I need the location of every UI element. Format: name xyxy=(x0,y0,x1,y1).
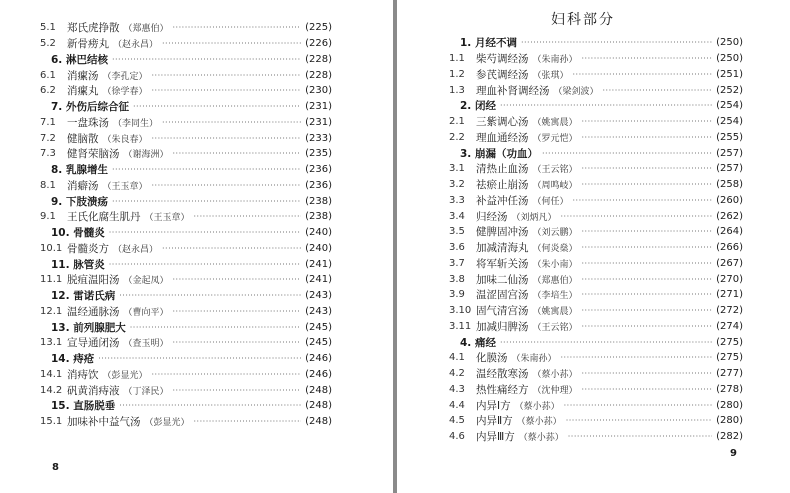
entry-page: (254) xyxy=(716,116,743,128)
entry-author: （朱小南） xyxy=(532,259,578,270)
entry-page: (262) xyxy=(716,210,743,222)
entry-number: 3.11 xyxy=(449,320,472,332)
toc-entry xyxy=(449,82,743,98)
entry-number: 3.4 xyxy=(449,210,465,222)
dot-leader xyxy=(162,39,301,48)
entry-author: （姚寓晨） xyxy=(532,307,578,318)
toc-entry xyxy=(449,413,743,429)
entry-page: (243) xyxy=(305,305,332,317)
toc-entry xyxy=(40,414,332,430)
dot-leader xyxy=(173,275,302,284)
entry-author: （王云铭） xyxy=(532,165,578,176)
toc-entry xyxy=(40,146,332,162)
dot-leader xyxy=(564,401,712,410)
entry-page: (280) xyxy=(716,415,743,427)
entry-page: (278) xyxy=(716,383,743,395)
dot-leader xyxy=(582,227,713,236)
entry-page: (255) xyxy=(716,131,743,143)
entry-page: (238) xyxy=(305,195,332,207)
toc-entry xyxy=(449,67,743,83)
toc-entry xyxy=(40,178,332,194)
entry-title: 内异Ⅱ方 xyxy=(476,415,513,428)
entry-page: (252) xyxy=(716,84,743,96)
entry-number: 3.9 xyxy=(449,289,465,301)
entry-number: 3.7 xyxy=(449,257,465,269)
entry-author: （丁泽民） xyxy=(123,386,169,397)
entry-number: 5.2 xyxy=(40,38,56,50)
entry-title: 健脑散 xyxy=(67,132,99,145)
entry-author: （徐学春） xyxy=(102,87,148,98)
toc-entry xyxy=(449,303,743,319)
toc-entry xyxy=(40,67,332,83)
dot-leader xyxy=(152,71,302,80)
entry-author: （刘云鹏） xyxy=(532,228,578,239)
entry-number: 4.4 xyxy=(449,399,465,411)
toc-section-heading xyxy=(40,99,332,115)
entry-page: (238) xyxy=(305,211,332,223)
entry-title: 加减清海丸 xyxy=(476,242,529,255)
dot-leader xyxy=(603,86,713,95)
entry-page: (254) xyxy=(716,100,743,112)
entry-title: 加减归脾汤 xyxy=(476,320,529,333)
toc-entry xyxy=(449,130,743,146)
entry-author: （査玉明） xyxy=(123,339,169,350)
dot-leader xyxy=(573,70,713,79)
right-page xyxy=(397,0,790,493)
dot-leader xyxy=(500,338,712,347)
entry-number: 3.1 xyxy=(449,163,465,175)
toc-entry xyxy=(40,241,332,257)
toc-entry xyxy=(40,382,332,398)
entry-title: 理血通经汤 xyxy=(476,131,529,144)
toc-section-heading xyxy=(449,334,743,350)
entry-title: 加味补中益气汤 xyxy=(67,416,141,429)
entry-number: 14.2 xyxy=(40,384,63,396)
toc-section-heading xyxy=(449,35,743,51)
toc-entry xyxy=(449,382,743,398)
entry-author: （王玉章） xyxy=(144,213,190,224)
entry-author: （何任） xyxy=(532,196,569,207)
entry-page: (257) xyxy=(716,163,743,175)
entry-number: 13.1 xyxy=(40,337,63,349)
entry-page: (267) xyxy=(716,257,743,269)
toc-entry xyxy=(40,36,332,52)
toc-entry xyxy=(449,161,743,177)
toc-list xyxy=(449,35,743,445)
dot-leader xyxy=(582,322,713,331)
entry-title: 消癖汤 xyxy=(67,179,99,192)
entry-title: 宣导通闭汤 xyxy=(67,337,120,350)
entry-page: (240) xyxy=(305,227,332,239)
toc-entry xyxy=(40,367,332,383)
entry-title: 10. 骨髓炎 xyxy=(51,227,105,240)
entry-author: （李同生） xyxy=(113,118,159,129)
entry-page: (245) xyxy=(305,337,332,349)
entry-page: (275) xyxy=(716,336,743,348)
toc-section-heading xyxy=(40,193,332,209)
entry-number: 7.2 xyxy=(40,132,56,144)
entry-page: (264) xyxy=(716,226,743,238)
entry-page: (275) xyxy=(716,352,743,364)
entry-page: (280) xyxy=(716,399,743,411)
entry-page: (270) xyxy=(716,273,743,285)
entry-page: (235) xyxy=(305,148,332,160)
entry-author: （蔡小荪） xyxy=(516,417,562,428)
entry-title: 补益冲任汤 xyxy=(476,194,529,207)
dot-leader xyxy=(119,291,301,300)
entry-page: (257) xyxy=(716,147,743,159)
entry-page: (248) xyxy=(305,400,332,412)
entry-page: (225) xyxy=(305,22,332,34)
entry-author: （蔡小荪） xyxy=(514,401,560,412)
entry-title: 参芪调经汤 xyxy=(476,68,529,81)
dot-leader xyxy=(582,133,713,142)
entry-number: 1.3 xyxy=(449,84,465,96)
entry-number: 10.1 xyxy=(40,242,63,254)
toc-entry xyxy=(449,350,743,366)
dot-leader xyxy=(568,432,712,441)
entry-title: 9. 下肢溃疡 xyxy=(51,195,108,208)
entry-author: （何炎燊） xyxy=(532,244,578,255)
entry-title: 温经通脉汤 xyxy=(67,305,120,318)
dot-leader xyxy=(582,259,713,268)
entry-title: 健肾荣脑汤 xyxy=(67,148,120,161)
entry-author: （郑惠伯） xyxy=(532,275,578,286)
toc-section-heading xyxy=(40,351,332,367)
entry-author: （刘炳凡） xyxy=(511,212,557,223)
entry-number: 3.8 xyxy=(449,273,465,285)
entry-page: (250) xyxy=(716,53,743,65)
entry-title: 脱疽温阳汤 xyxy=(67,274,120,287)
toc-entry xyxy=(449,177,743,193)
toc-entry xyxy=(40,304,332,320)
dot-leader xyxy=(582,117,713,126)
toc-entry xyxy=(449,397,743,413)
entry-title: 14. 痔疮 xyxy=(51,353,95,366)
page-number: 8 xyxy=(52,462,59,473)
dot-leader xyxy=(112,55,301,64)
entry-page: (228) xyxy=(305,69,332,81)
dot-leader xyxy=(573,196,713,205)
toc-entry xyxy=(449,366,743,382)
dot-leader xyxy=(112,197,301,206)
dot-leader xyxy=(119,401,301,410)
entry-page: (260) xyxy=(716,194,743,206)
entry-title: 12. 雷诺氏病 xyxy=(51,290,116,303)
entry-number: 2.1 xyxy=(449,116,465,128)
toc-section-heading xyxy=(40,225,332,241)
entry-page: (230) xyxy=(305,85,332,97)
toc-entry xyxy=(40,335,332,351)
entry-page: (277) xyxy=(716,368,743,380)
toc-entry xyxy=(40,130,332,146)
entry-title: 温涩固宫汤 xyxy=(476,289,529,302)
entry-title: 柴芍调经汤 xyxy=(476,53,529,66)
entry-author: （曹向平） xyxy=(123,307,169,318)
entry-author: （赵永昌） xyxy=(113,40,159,51)
entry-title: 固气清宫汤 xyxy=(476,305,529,318)
entry-author: （赵永昌） xyxy=(113,244,159,255)
entry-number: 9.1 xyxy=(40,211,56,223)
entry-page: (251) xyxy=(716,68,743,80)
entry-number: 15.1 xyxy=(40,416,63,428)
entry-number: 6.2 xyxy=(40,85,56,97)
entry-author: （彭显光） xyxy=(144,418,190,429)
dot-leader xyxy=(500,101,712,110)
entry-number: 3.5 xyxy=(449,226,465,238)
entry-title: 清热止血汤 xyxy=(476,163,529,176)
entry-title: 加味二仙汤 xyxy=(476,273,529,286)
toc-section-heading xyxy=(40,288,332,304)
entry-number: 7.3 xyxy=(40,148,56,160)
dot-leader xyxy=(194,212,302,221)
dot-leader xyxy=(173,307,302,316)
entry-page: (266) xyxy=(716,242,743,254)
entry-title: 15. 直肠脱垂 xyxy=(51,400,116,413)
entry-number: 4.1 xyxy=(449,352,465,364)
dot-leader xyxy=(582,290,713,299)
entry-title: 一盘珠汤 xyxy=(67,116,109,129)
dot-leader xyxy=(173,338,302,347)
entry-page: (272) xyxy=(716,305,743,317)
entry-page: (236) xyxy=(305,179,332,191)
entry-page: (274) xyxy=(716,320,743,332)
entry-page: (226) xyxy=(305,38,332,50)
entry-number: 12.1 xyxy=(40,305,63,317)
dot-leader xyxy=(130,323,301,332)
toc-entry xyxy=(40,209,332,225)
toc-section-heading xyxy=(40,319,332,335)
entry-title: 归经汤 xyxy=(476,210,508,223)
entry-title: 内异Ⅰ方 xyxy=(476,399,511,412)
entry-page: (246) xyxy=(305,368,332,380)
dot-leader xyxy=(194,417,302,426)
toc-entry xyxy=(40,115,332,131)
entry-title: 三紫调心汤 xyxy=(476,116,529,129)
toc-entry xyxy=(449,193,743,209)
entry-title: 郑氏虎挣散 xyxy=(67,22,120,35)
entry-author: （李培生） xyxy=(532,291,578,302)
entry-author: （彭显光） xyxy=(102,370,148,381)
entry-author: （谢海洲） xyxy=(123,150,169,161)
toc-entry xyxy=(449,224,743,240)
dot-leader xyxy=(542,149,712,158)
entry-author: （金起凤） xyxy=(123,276,169,287)
toc-entry xyxy=(449,114,743,130)
entry-title: 8. 乳腺增生 xyxy=(51,164,108,177)
dot-leader xyxy=(582,164,713,173)
entry-title: 王氏化腐生肌丹 xyxy=(67,211,141,224)
entry-author: （梁剑波） xyxy=(553,86,599,97)
dot-leader xyxy=(582,180,713,189)
dot-leader xyxy=(582,243,713,252)
entry-author: （沈仲理） xyxy=(532,385,578,396)
entry-title: 消瘰丸 xyxy=(67,85,99,98)
entry-title: 热性痛经方 xyxy=(476,383,529,396)
entry-title: 13. 前列腺肥大 xyxy=(51,321,126,334)
dot-leader xyxy=(152,134,302,143)
left-page xyxy=(0,0,393,493)
entry-page: (231) xyxy=(305,116,332,128)
toc-section-heading xyxy=(449,98,743,114)
entry-title: 温经散寒汤 xyxy=(476,368,529,381)
toc-entry xyxy=(40,20,332,36)
entry-author: （姚寓晨） xyxy=(532,118,578,129)
entry-number: 4.6 xyxy=(449,431,465,443)
entry-title: 骨髓炎方 xyxy=(67,242,109,255)
entry-number: 4.2 xyxy=(449,368,465,380)
toc-section-heading xyxy=(40,162,332,178)
entry-author: （王玉章） xyxy=(102,181,148,192)
entry-title: 4. 痛经 xyxy=(460,336,496,349)
section-title: 妇科部分 xyxy=(551,12,615,28)
entry-number: 2.2 xyxy=(449,131,465,143)
dot-leader xyxy=(98,354,301,363)
entry-page: (271) xyxy=(716,289,743,301)
entry-number: 5.1 xyxy=(40,22,56,34)
entry-title: 将军斩关汤 xyxy=(476,257,529,270)
entry-number: 1.2 xyxy=(449,68,465,80)
entry-number: 4.5 xyxy=(449,415,465,427)
entry-title: 消瘰汤 xyxy=(67,69,99,82)
entry-title: 新骨痨丸 xyxy=(67,38,109,51)
entry-author: （蔡小荪） xyxy=(532,370,578,381)
entry-author: （蔡小荪） xyxy=(518,433,564,444)
entry-page: (233) xyxy=(305,132,332,144)
dot-leader xyxy=(566,416,712,425)
entry-title: 健脾固冲汤 xyxy=(476,226,529,239)
entry-number: 3.2 xyxy=(449,179,465,191)
entry-author: （朱良春） xyxy=(102,134,148,145)
entry-author: （李孔定） xyxy=(102,71,148,82)
dot-leader xyxy=(162,118,301,127)
entry-author: （张琪） xyxy=(532,70,569,81)
entry-author: （郑惠伯） xyxy=(123,24,169,35)
toc-entry xyxy=(449,240,743,256)
dot-leader xyxy=(521,38,712,47)
dot-leader xyxy=(173,149,302,158)
entry-page: (258) xyxy=(716,179,743,191)
entry-title: 7. 外伤后综合征 xyxy=(51,101,129,114)
entry-title: 11. 脉管炎 xyxy=(51,258,105,271)
entry-number: 14.1 xyxy=(40,368,63,380)
dot-leader xyxy=(109,260,301,269)
entry-title: 内异Ⅲ方 xyxy=(476,431,515,444)
dot-leader xyxy=(152,181,302,190)
entry-page: (240) xyxy=(305,242,332,254)
entry-author: （朱南孙） xyxy=(511,354,557,365)
dot-leader xyxy=(133,102,301,111)
toc-entry xyxy=(449,51,743,67)
entry-title: 1. 月经不调 xyxy=(460,37,517,50)
entry-number: 7.1 xyxy=(40,116,56,128)
entry-page: (246) xyxy=(305,353,332,365)
entry-page: (245) xyxy=(305,321,332,333)
toc-section-heading xyxy=(40,256,332,272)
entry-title: 理血补肾调经汤 xyxy=(476,84,550,97)
entry-page: (241) xyxy=(305,258,332,270)
entry-number: 11.1 xyxy=(40,274,63,286)
dot-leader xyxy=(152,370,302,379)
entry-title: 2. 闭经 xyxy=(460,100,496,113)
entry-number: 3.6 xyxy=(449,242,465,254)
entry-title: 6. 淋巴结核 xyxy=(51,53,108,66)
entry-number: 3.10 xyxy=(449,305,472,317)
dot-leader xyxy=(173,386,302,395)
entry-author: （王云铭） xyxy=(532,322,578,333)
entry-page: (243) xyxy=(305,290,332,302)
toc-entry xyxy=(40,272,332,288)
entry-title: 化膜汤 xyxy=(476,352,508,365)
toc-entry xyxy=(449,429,743,445)
entry-page: (282) xyxy=(716,431,743,443)
entry-author: （周鸣岐） xyxy=(532,181,578,192)
dot-leader xyxy=(582,54,713,63)
entry-number: 6.1 xyxy=(40,69,56,81)
entry-number: 3.3 xyxy=(449,194,465,206)
toc-section-heading xyxy=(449,145,743,161)
entry-number: 1.1 xyxy=(449,53,465,65)
toc-entry xyxy=(449,256,743,272)
dot-leader xyxy=(582,306,713,315)
dot-leader xyxy=(112,165,301,174)
entry-page: (236) xyxy=(305,164,332,176)
toc-entry xyxy=(449,208,743,224)
toc-section-heading xyxy=(40,52,332,68)
dot-leader xyxy=(561,212,713,221)
dot-leader xyxy=(173,23,302,32)
entry-title: 3. 崩漏（功血） xyxy=(460,147,538,160)
dot-leader xyxy=(582,275,713,284)
toc-entry xyxy=(449,271,743,287)
toc-list xyxy=(40,20,332,430)
entry-title: 消痔饮 xyxy=(67,368,99,381)
entry-page: (248) xyxy=(305,384,332,396)
entry-page: (231) xyxy=(305,101,332,113)
entry-page: (248) xyxy=(305,416,332,428)
dot-leader xyxy=(561,353,713,362)
toc-entry xyxy=(449,287,743,303)
entry-title: 矾黄消痔液 xyxy=(67,384,120,397)
entry-title: 祛瘀止崩汤 xyxy=(476,179,529,192)
dot-leader xyxy=(162,244,301,253)
entry-author: （朱南孙） xyxy=(532,55,578,66)
entry-number: 4.3 xyxy=(449,383,465,395)
dot-leader xyxy=(582,369,713,378)
dot-leader xyxy=(109,228,301,237)
entry-number: 8.1 xyxy=(40,179,56,191)
toc-entry xyxy=(40,83,332,99)
toc-entry xyxy=(449,319,743,335)
entry-page: (228) xyxy=(305,53,332,65)
page-number: 9 xyxy=(730,448,737,459)
entry-author: （罗元恺） xyxy=(532,133,578,144)
toc-section-heading xyxy=(40,398,332,414)
dot-leader xyxy=(582,385,713,394)
entry-page: (250) xyxy=(716,37,743,49)
entry-page: (241) xyxy=(305,274,332,286)
dot-leader xyxy=(152,86,302,95)
